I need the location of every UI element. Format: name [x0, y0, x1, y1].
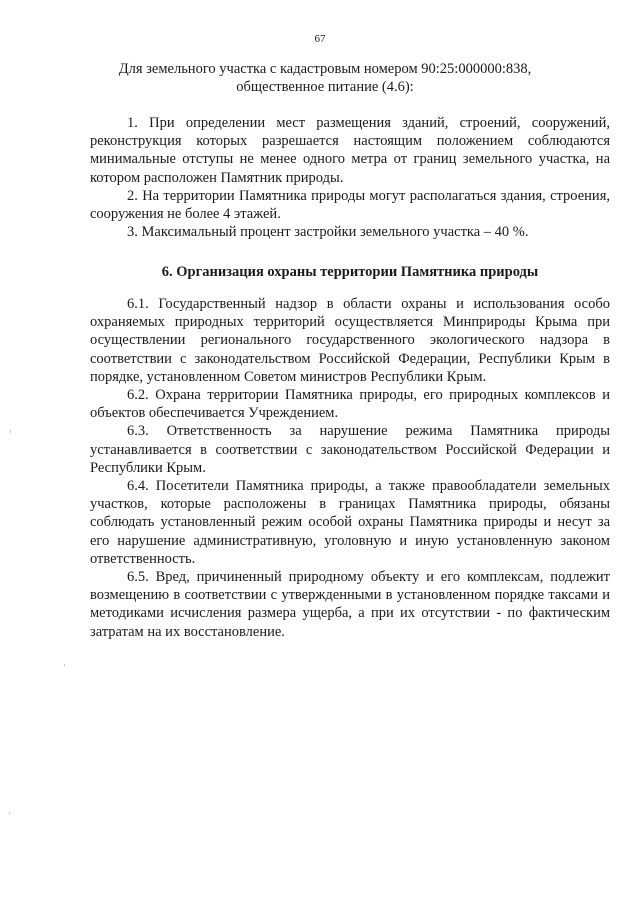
requirement-paragraph: 1. При определении мест размещения зданий, строений, сооружений, реконструкция которых разрешается настоящим положением соблюдаются минимальные отступы не менее одного метра от границ земельного участка, на котором расположен Памятник природы.	[90, 115, 610, 186]
section-6-paragraph: 6.4. Посетители Памятника природы, а также правообладатели земельных участков, которые расположены в границах Памятника природы, обязаны соблюдать установленный режим особой охраны Памятника природы и несут за его нарушение административную, уголовную и иную установленную законом ответственность.	[90, 478, 610, 567]
land-plot-heading-line-2: общественное питание (4.6):	[236, 79, 414, 95]
section-6-paragraph: 6.2. Охрана территории Памятника природы, его природных комплексов и объектов обеспечивается Учреждением.	[90, 387, 610, 422]
section-6-title: 6. Организация охраны территории Памятника природы	[161, 264, 539, 280]
land-plot-heading	[60, 60, 590, 96]
section-6-paragraph: 6.1. Государственный надзор в области охраны и использования особо охраняемых природных территорий осуществляется Минприроды Крыма при осуществлении регионального государственного экологического надзора в соответствии с законодательством Российской Федерации, Республики Крым в порядке, установленном Советом министров Республики Крым.	[90, 296, 610, 385]
requirement-paragraph: 3. Максимальный процент застройки земельного участка – 40 %.	[127, 224, 529, 241]
land-plot-requirements	[90, 114, 610, 241]
section-6-body	[90, 295, 610, 641]
section-6-paragraph: 6.5. Вред, причиненный природному объекту и его комплексам, подлежит возмещению в соответствии с утвержденными в установленном порядке таксами и методиками исчисления размера ущерба, а при их отсутствии - по фактическим затратам на их восстановление.	[90, 569, 610, 640]
requirement-paragraph: 2. На территории Памятника природы могут располагаться здания, строения, сооружения не более 4 этажей.	[90, 187, 610, 223]
page-number: 67	[314, 33, 326, 45]
scan-speck	[64, 664, 65, 666]
land-plot-heading-line-1: Для земельного участка с кадастровым номером 90:25:000000:838,	[118, 61, 532, 77]
scan-speck	[9, 812, 10, 814]
section-6-paragraph: 6.3. Ответственность за нарушение режима Памятника природы устанавливается в соответствии с законодательством Российской Федерации и Республики Крым.	[90, 423, 610, 476]
scan-speck	[10, 430, 11, 433]
